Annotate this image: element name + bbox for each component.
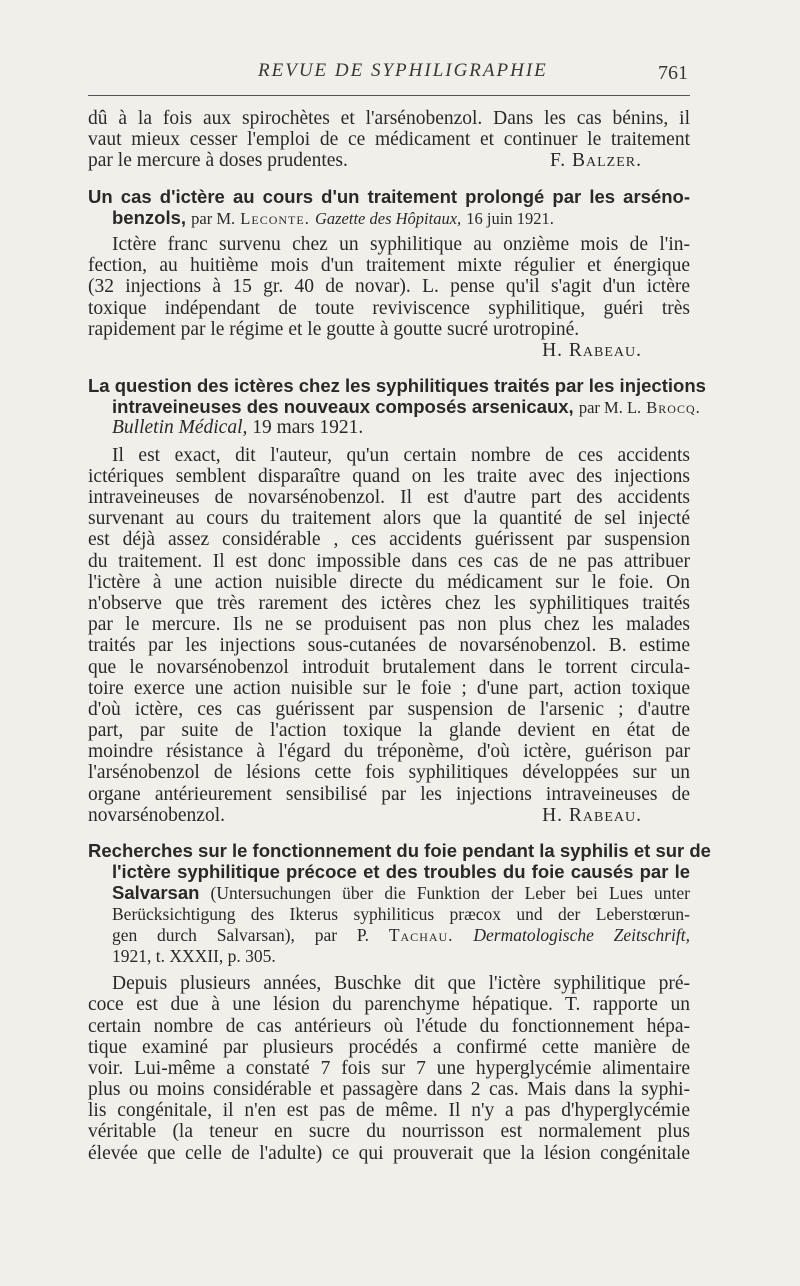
text-line [88,805,690,826]
text-line: fection, au huitième mois d'un traitement mixte régulier et énergique [88,255,690,277]
title-fragment: benzols, [112,206,187,228]
text-line: élevée que celle de l'adulte) ce qui prouverait que la lésion congénitale [88,1142,690,1164]
page-body [88,108,711,1164]
title-fragment: intraveineuses des nouveaux composés arsenicaux, [112,396,574,418]
text-line: intraveineuses de novarsénobenzol. Il est d'autre part des accidents [88,487,690,508]
text-line: certain nombre de cas antérieurs où l'étude du fonctionnement hépa- [88,1015,690,1037]
text-line: dû à la fois aux spirochètes et l'arsénobenzol. Dans les cas bénins, il [88,108,690,129]
ref-journal: Bulletin Médical, [112,417,248,439]
ref-date: 16 juin 1921. [466,208,554,228]
text-line: du traitement. Il est donc impossible dans ces cas de ne pas attribuer [88,550,690,572]
text-line: toxique indépendant de toute reviviscence syphilitique, guéri très [88,297,690,319]
abstract-tachau [88,840,711,1164]
header-rule [88,95,690,96]
text-line: que le novarsénobenzol introduit brutalement dans le torrent circula- [88,656,690,678]
text-fragment: novarsénobenzol. [88,804,225,826]
text-line: rapidement par le régime et le goutte à goutte sucré urotropiné. [88,318,580,340]
page-number: 761 [658,62,688,84]
ref-par: par M. [191,208,236,228]
ref-journal: Gazette des Hôpitaux, [314,208,462,228]
abstract-title: Recherches sur le fonctionnement du foie pendant la syphilis et sur de [88,840,711,861]
text-line: traités par les injections sous-cutanées de novarsénobenzol. B. estime [88,635,690,657]
abstract-title [88,207,690,228]
text-line: lis congénitale, il n'en est pas de même. Il n'y a pas d'hyperglycémie [88,1100,690,1122]
page-header [88,60,688,90]
abstract-title: La question des ictères chez les syphilitiques traités par les injections [88,375,706,397]
text-line: est déjà assez considérable , ces accidents guérissent par suspension [88,529,690,551]
abstract-title: Un cas d'ictère au cours d'un traitement prolongé par les arséno- [88,185,690,207]
text-line: survenant au cours du traitement alors que la quantité de sel injecté [88,508,690,530]
ref-date: 1921, t. XXXII, p. 305. [112,945,276,966]
text-line: Depuis plusieurs années, Buschke dit que l'ictère syphilitique pré- [112,973,690,995]
text-line: part, par suite de l'action toxique la glande devient en état de [88,720,690,742]
text-line [88,150,690,171]
running-title: REVUE DE SYPHILIGRAPHIE [258,60,548,81]
text-line: organe antérieurement sensibilisé par les injections intraveineuses de [88,783,690,805]
ref-line [88,882,690,903]
text-fragment: par le mercure à doses prudentes. [88,150,348,172]
text-line: Ictère franc survenu chez un syphilitique au onzième mois de l'in- [112,233,690,255]
ref-journal: Dermatologische Zeitschrift, [473,924,691,945]
text-line: voir. Lui-même a constaté 7 fois sur 7 une hyperglycémie alimentaire [88,1057,690,1079]
text-line: vaut mieux cesser l'emploi de ce médicament et continuer le traitement [88,129,690,151]
ref-author: Brocq. [646,398,701,418]
text-line: d'où ictère, ces cas guérissent par suspension de l'arsenic ; d'autre [88,698,690,720]
ref-line: Berücksichtigung des Ikterus syphiliticus præcox und der Leberstœrun- [112,903,690,924]
text-line: (32 injections à 15 gr. 40 de novar). L. pense qu'il s'agit d'un ictère [88,276,690,298]
text-line: l'arsénobenzol de lésions cette fois syphilitiques développées sur un [88,762,690,784]
text-line: l'ictère à une action nuisible directe du médicament sur le foie. On [88,571,690,593]
text-line: toire exerce une action nuisible sur le foie ; d'une part, action toxique [88,677,690,699]
text-line: tique examiné par plusieurs procédés a confirmé cette manière de [88,1036,690,1058]
abstract-brocq [88,375,706,826]
text-line: plus ou moins considérable et passagère dans 2 cas. Mais dans la syphi- [88,1079,690,1101]
text-line: par le mercure. Ils ne se produisent pas non plus chez les malades [88,614,690,636]
abstract-title: l'ictère syphilitique précoce et des troubles du foie causés par le [112,861,690,883]
title-fragment: Salvarsan [112,882,200,904]
ref-line [88,417,690,438]
text-line: véritable (la teneur en sucre du nourrisson est normalement plus [88,1121,690,1143]
abstract-author: H. Rabeau. [542,804,642,826]
previous-abstract-end [88,108,690,172]
ref-text: gen durch Salvarsan), par P. [112,924,370,945]
ref-author: Tachau. [388,924,454,945]
ref-line [88,925,690,946]
text-line: moindre résistance à l'égard du tréponème, d'où ictère, guérison par [88,741,690,763]
ref-author: Leconte. [240,208,310,228]
text-line: ictériques semblent disparaître quand on les traite avec des injections [88,465,690,487]
ref-date: 19 mars 1921. [252,417,364,439]
text-line: n'observe que très rarement des ictères chez les syphilitiques traités [88,592,690,614]
ref-text: (Untersuchungen über die Funktion der Leber bei Lues unter [210,883,691,904]
abstract-author: F. Balzer. [549,150,642,172]
text-line: coce est due à une lésion du parenchyme hépatique. T. rapporte un [88,994,690,1016]
ref-par: par M. L. [578,398,642,418]
text-line: Il est exact, dit l'auteur, qu'un certain nombre de ces accidents [112,444,690,466]
abstract-author: H. Rabeau. [542,339,642,361]
abstract-leconte [88,186,690,362]
abstract-title [88,396,701,418]
